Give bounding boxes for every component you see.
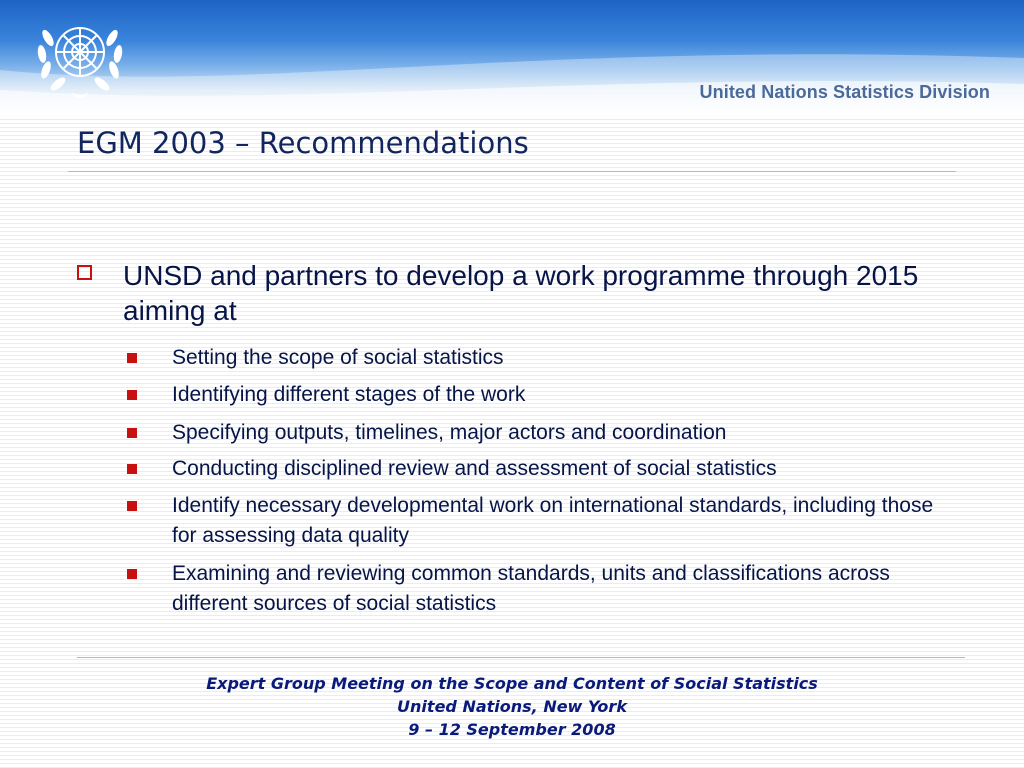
square-bullet-icon — [127, 390, 137, 400]
sub-point-text: Setting the scope of social statistics — [172, 346, 504, 369]
hollow-square-bullet-icon — [73, 262, 103, 292]
main-point: UNSD and partners to develop a work programme through 2015 aiming at — [123, 260, 919, 326]
footer-line-event: Expert Group Meeting on the Scope and Content of Social Statistics — [206, 674, 818, 693]
square-bullet-icon — [127, 464, 137, 474]
slide-title: EGM 2003 – Recommendations — [77, 126, 529, 160]
sub-point-text: Identify necessary developmental work on international standards, including those for assessing data quality — [172, 494, 934, 547]
sub-point-text: Identifying different stages of the work — [172, 383, 526, 406]
footer-divider — [77, 657, 965, 658]
square-bullet-icon — [127, 501, 137, 511]
sub-point-text: Conducting disciplined review and assessment of social statistics — [172, 457, 777, 480]
sub-point-text: Specifying outputs, timelines, major actors and coordination — [172, 421, 727, 444]
footer — [0, 672, 1024, 741]
footer-line-date: 9 – 12 September 2008 — [408, 720, 616, 739]
org-name: United Nations Statistics Division — [699, 82, 990, 102]
square-bullet-icon — [127, 569, 137, 579]
square-bullet-icon — [127, 353, 137, 363]
footer-line-location: United Nations, New York — [397, 697, 627, 716]
sub-point-text: Examining and reviewing common standards, units and classifications across different sources of social statistics — [172, 562, 890, 615]
square-bullet-icon — [127, 428, 137, 438]
